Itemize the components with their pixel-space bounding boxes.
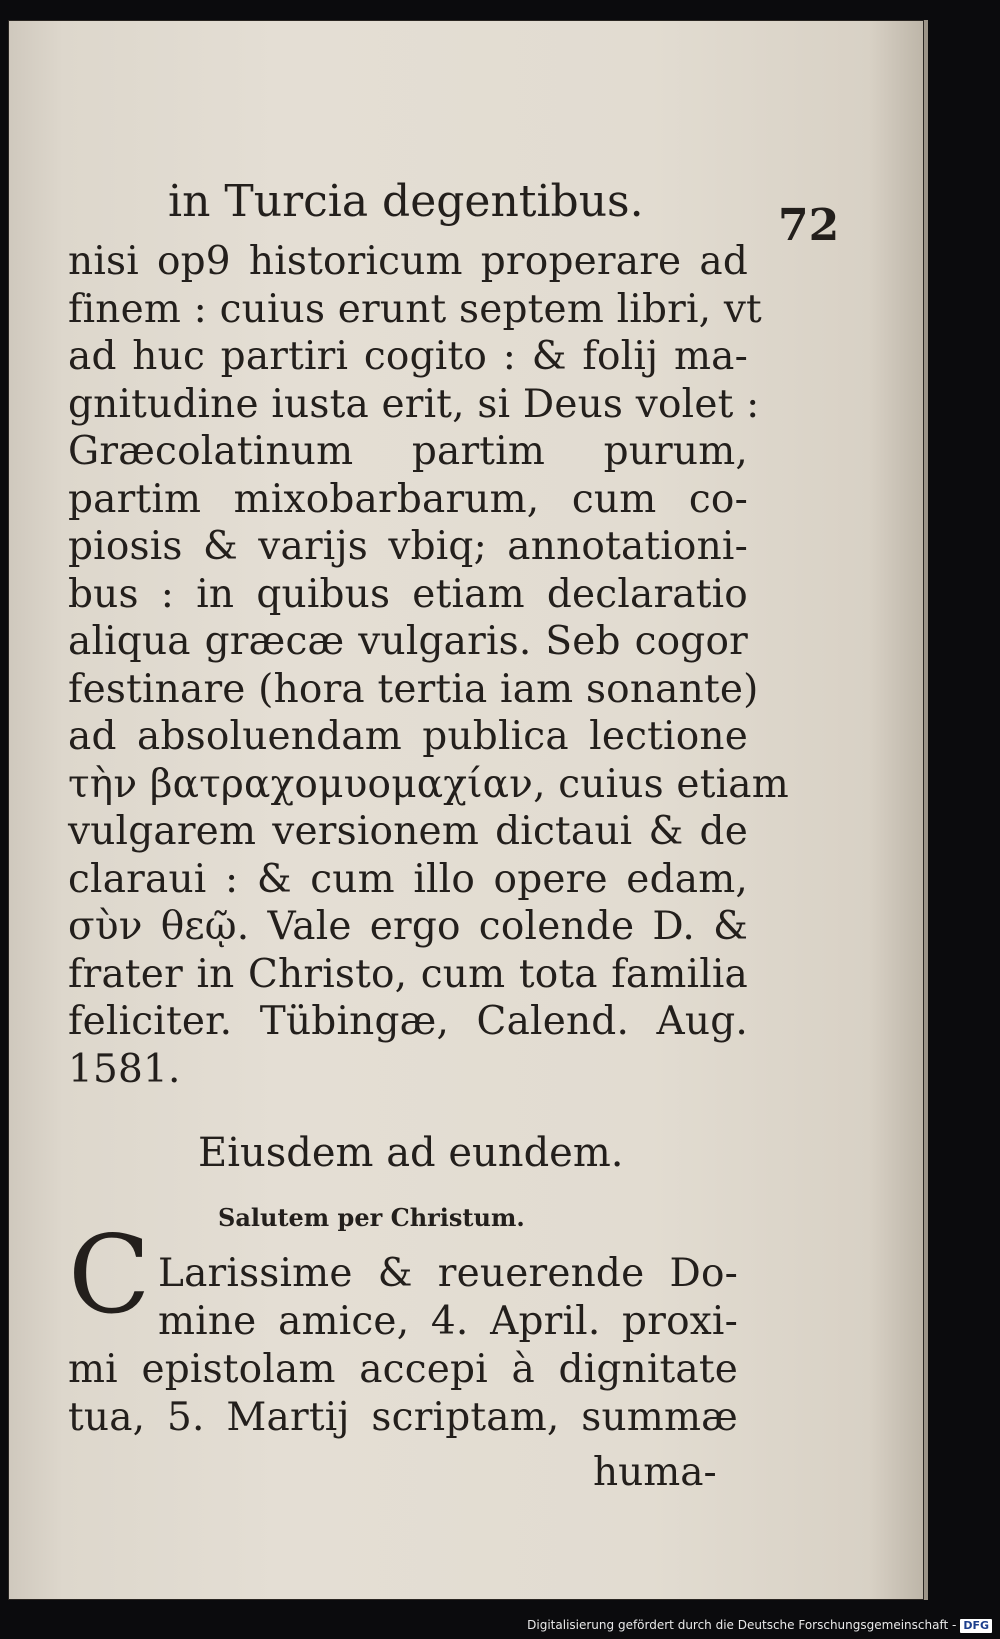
text-line: σὺν θεῷ. Vale ergo colende D. & <box>68 904 748 949</box>
credit-text: Digitalisierung gefördert durch die Deutsche Forschungsgemeinschaft - <box>527 1618 957 1632</box>
letter-continuation <box>68 1346 738 1441</box>
text-line: nisi op9 historicum properare ad <box>68 239 748 284</box>
text-line: Græcolatinum partim purum, <box>68 429 748 474</box>
text-line: ad huc partiri cogito : & folij ma- <box>68 334 748 379</box>
section-title: Eiusdem ad eundem. <box>198 1130 624 1176</box>
text-line: vulgarem versionem dictaui & de <box>68 809 748 854</box>
text-line: Larissime & reuerende Do- <box>158 1251 738 1296</box>
book-page <box>8 20 928 1600</box>
text-line: finem : cuius erunt septem libri, vt <box>68 286 762 332</box>
text-line: partim mixobarbarum, cum co- <box>68 476 748 522</box>
text-line: feliciter. Tübingæ, Calend. Aug. <box>68 999 748 1044</box>
text-line: ad absoluendam publica lectione <box>68 714 748 759</box>
text-line: bus : in quibus etiam declaratio <box>68 571 748 617</box>
text-line: mi epistolam accepi à dignitate <box>68 1347 738 1392</box>
letter-body <box>68 238 789 1093</box>
catchword: huma- <box>593 1450 717 1495</box>
text-line: 1581. <box>68 1046 181 1092</box>
dfg-logo: DFG <box>960 1619 992 1633</box>
text-line: τὴν βατραχομυομαχίαν, cuius etiam <box>68 761 789 807</box>
text-line: festinare (hora tertia iam sonante) <box>68 666 759 712</box>
digitization-credit <box>527 1615 992 1635</box>
text-line: mine amice, 4. April. proxi- <box>158 1298 738 1344</box>
text-line: gnitudine iusta erit, si Deus volet : <box>68 381 760 427</box>
text-line: frater in Christo, cum tota familia <box>68 951 748 997</box>
text-line: aliqua græcæ vulgaris. Seb cogor <box>68 619 748 664</box>
drop-cap: C <box>68 1213 151 1338</box>
salutation: Salutem per Christum. <box>218 1203 525 1232</box>
text-line: piosis & varijs vbiq; annotationi- <box>68 524 748 569</box>
text-line: tua, 5. Martij scriptam, summæ <box>68 1394 738 1440</box>
letter-opening <box>158 1250 738 1345</box>
running-head: in Turcia degentibus. <box>168 176 644 227</box>
text-line: claraui : & cum illo opere edam, <box>68 856 748 902</box>
page-number: 72 <box>778 200 840 251</box>
